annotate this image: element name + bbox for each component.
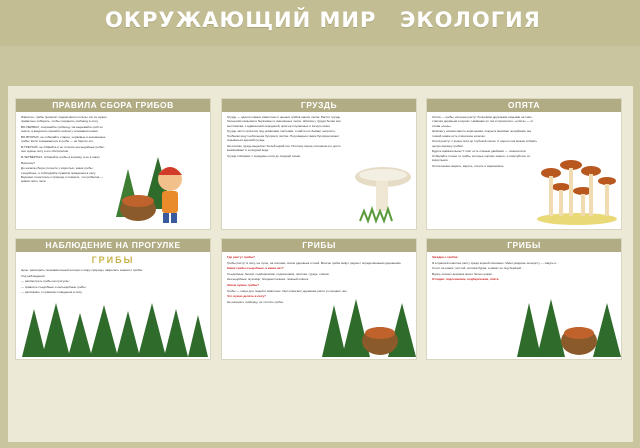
panel-opyata [426, 98, 622, 230]
header-title-right: ЭКОЛОГИЯ [400, 8, 541, 32]
gruzd-mushroom-illustration [350, 159, 416, 229]
forest-trees-illustration [20, 299, 208, 359]
panel-mushroom-riddles [426, 238, 622, 360]
panel-title: ГРИБЫ [222, 239, 416, 252]
panel-mushroom-rules [15, 98, 211, 230]
panel-text: Опята — грибы, которые растут большими дружными семьями на пнях, стволах деревьев и корнях. Название их так и произошло: «опята» — от слова «пень». Шляпка у опёнка светло-коричневая, покрыта мелкими чешуйками. На тонкой ножке есть плёночное колечко. Опята растут с конца лета до глубокой осени. С одного пня можно собрать целую корзину грибов. Будьте внимательны! У опят есть ложные двойники — ложноопята. Собирайте только те грибы, которые хорошо знаете, и советуйтесь со взрослыми. Опята можно жарить, варить, солить и мариновать. [432, 115, 538, 168]
panel-title: ГРИБЫ [427, 239, 621, 252]
panel-text: Где растут грибы? Грибы растут в лесу, на лугах, на полянах, возле деревьев и пней. Многие грибы живут рядом с определёнными деревьями. Какие грибы съедобные, а какие нет? Съедобные: белый, подберёзовик, подосиновик, лисичка, груздь, опёнок. Несъедобные: мухомор, бледная поганка, ложный опёнок. Зачем нужны грибы? Грибы — пища для людей и животных. Они помогают деревьям расти и очищают лес. Что нужно делать в лесу? Не разорять грибницу, не топтать грибы. [227, 255, 402, 304]
forest-basket-illustration [322, 295, 416, 359]
opyata-mushrooms-illustration [533, 151, 621, 227]
panel-title: НАБЛЮДЕНИЕ НА ПРОГУЛКЕ [16, 239, 210, 252]
panel-text: Загадки о грибах: Я в красной шапочке расту среди корней осиновых. Меня увидишь за версту — зовусь я… Стоит на ножке толстой, шляпка бурая, а живёт он под берёзой… Вдоль лесных дорожек много белых ножек… Отгадки: подосиновик, подберёзовик, опята. [432, 255, 560, 282]
forest-basket-illustration [517, 295, 621, 359]
panel-text: Груздь — один из самых известных и ценных грибов наших лесов. Растёт груздь большими семьями в берёзовых и смешанных лесах. Шляпка у груздя белая или желтоватая, с вдавленной серединой, края её опушённые и загнуты вниз. Груздь часто прячется под опавшими листьями, и найти его бывает непросто. Грибники ищут небольшие бугорки в листве. Под каждым таким бугорком может скрываться крепкий груздь. На изломе груздь выделяет белый едкий сок. Поэтому перед солением его долго вымачивают в холодной воде. Грузди собирают с середины лета до поздней осени. [227, 115, 341, 158]
panel-gruzd [221, 98, 417, 230]
panel-title: ПРАВИЛА СБОРА ГРИБОВ [16, 99, 210, 112]
panel-text: Известно, грибы приносят людям много пользы. Но их нужно правильно собирать, чтобы сохранить грибницу в лесу. ВО-ПЕРВЫХ, сохраняйте грибницу. Не вырывайте гриб из земли, а аккуратно срезайте ножом у основания ножки. ВО-ВТОРЫХ, не собирайте старые, червивые и незнакомые грибы. Если сомневаетесь в грибе — не берите его. В-ТРЕТЬИХ, не сбивайте и не топчите несъедобные грибы: они нужны лесу и его обитателям. В-ЧЕТВЁРТЫХ, собирайте грибы в корзину, а не в пакет. Вопросы? До начала сбора уточните у взрослых, какие грибы съедобные, и соблюдайте правила поведения в лесу. Бережно относитесь к природе и помните, что грибница — живая часть леса. [21, 115, 107, 184]
panel-title: ОПЯТА [427, 99, 621, 112]
panel-text: Цель: расширить познавательный интерес к миру природы, закрепить знания о грибах. Ход наблюдения: — рассмотреть грибы на прогулке; — сравнить съедобные и несъедобные грибы; — рассказать о правилах поведения в лесу. [21, 268, 143, 295]
mushroom-boy-illustration [108, 139, 208, 229]
panel-mushrooms-info [221, 238, 417, 360]
panel-walk-observation [15, 238, 211, 360]
poster-header [0, 0, 640, 46]
panel-title: ГРУЗДЬ [222, 99, 416, 112]
header-title-left: ОКРУЖАЮЩИЙ МИР [105, 8, 377, 32]
panel-subtitle: ГРИБЫ [91, 255, 135, 265]
